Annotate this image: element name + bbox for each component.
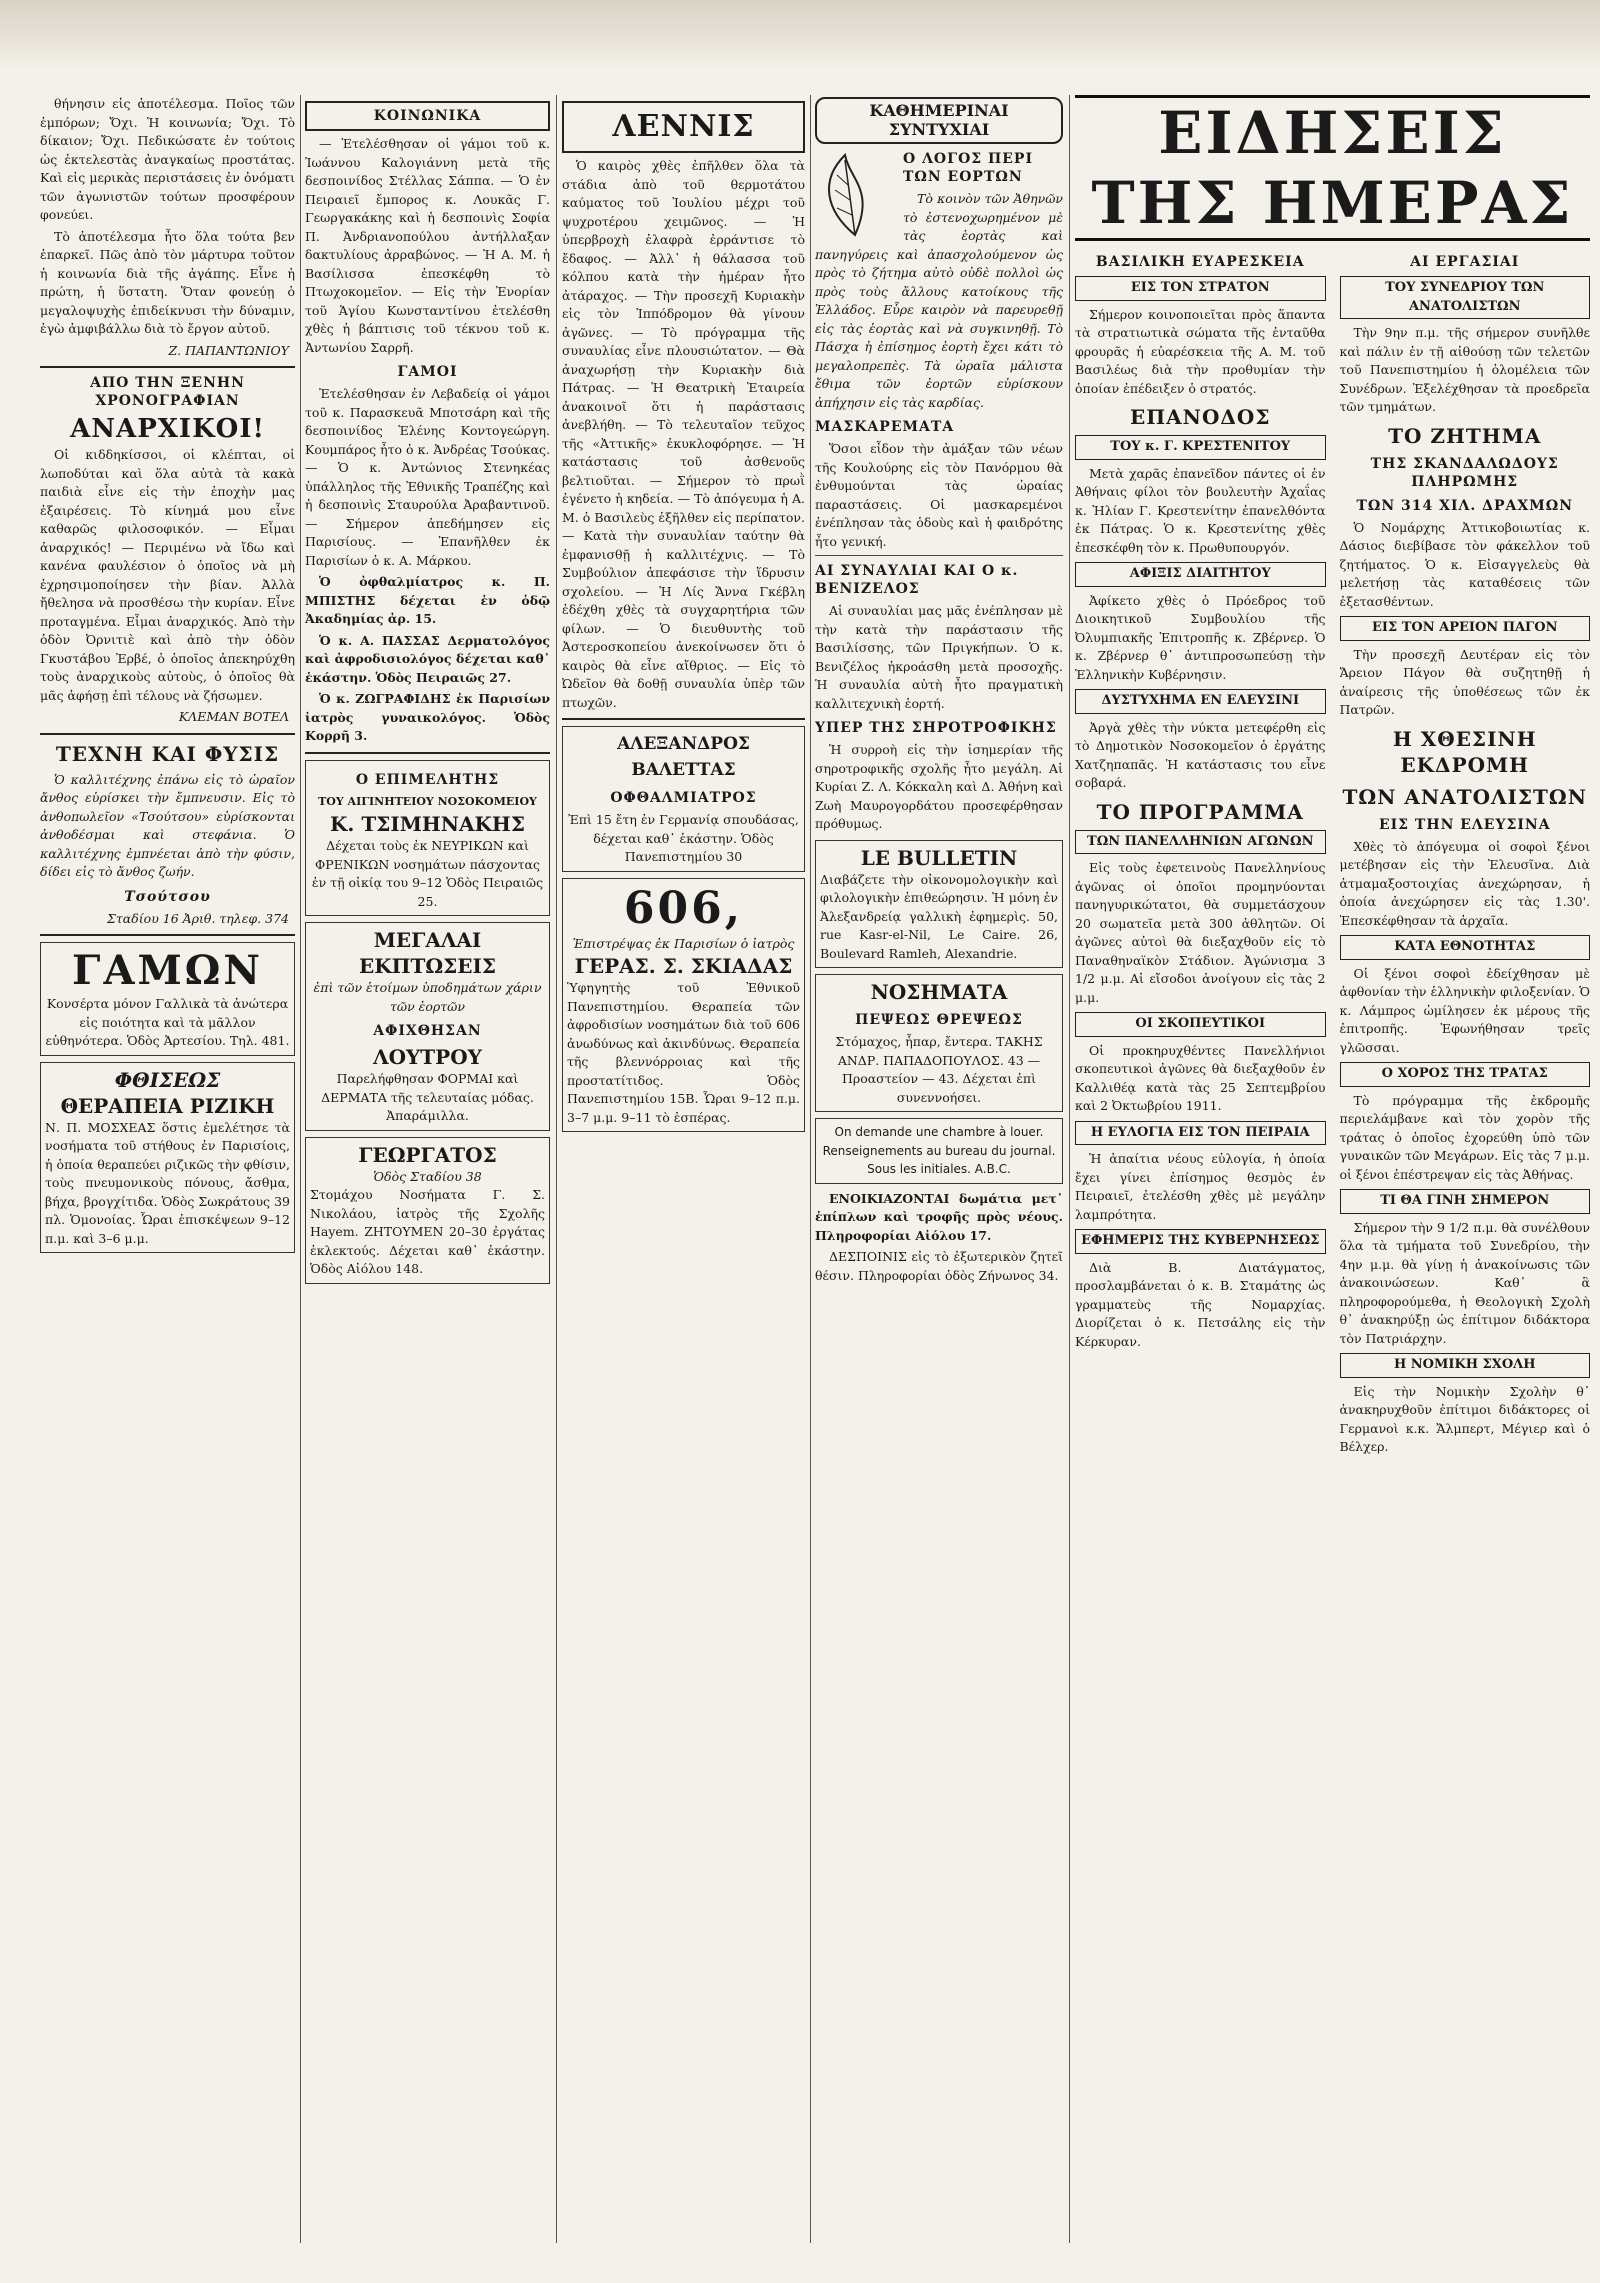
column-1: [40, 95, 295, 2243]
article-text: Τὸ πρόγραμμα τῆς ἐκδρομῆς περιελάμβανε καὶ τὸν χορὸν τῆς τράτας ὁ ὁποῖος ἐχορεύθη ὑπὸ τῶν γυναικῶν τῶν Μεγάρων. Εἰς τὰς 7 μ.μ. οἱ ξένοι ἐπέστρεψαν εἰς τὰς Ἀθήνας.: [1339, 1092, 1590, 1182]
ad-subtitle: ΘΕΡΑΠΕΙΑ ΡΙΖΙΚΗ: [60, 1093, 275, 1118]
section-heading: ΑΠΟ ΤΗΝ ΞΕΝΗΝ ΧΡΟΝΟΓΡΑΦΙΑΝ: [90, 375, 245, 409]
column-2: [305, 95, 550, 2243]
article-headline: ΚΑΤΑ ΕΘΝΟΤΗΤΑΣ: [1340, 935, 1591, 960]
ad-text: Ν. Π. ΜΟΣΧΕΑΣ ὅστις ἐμελέτησε τὰ νοσήματα τοῦ στήθους ἐν Παρισίοις, ἡ ὁποία θεραπεύει ριζικῶς τὴν φθίσιν, τοὺς πνευμονικοὺς πόνους, ἄσθμα, βήχα, βρογχίτιδα. Ὁδὸς Σωκράτους 39 πλ. Ὁμονοίας. Ὧραι ἐπισκέψεων 9–12 π.μ. καὶ 3–6 μ.μ.: [45, 1119, 290, 1246]
ad-text: Ὁ κ. ΖΩΓΡΑΦΙΔΗΣ ἐκ Παρισίων ἰατρὸς γυναικολόγος. Ὁδὸς Κορρῆ 3.: [305, 691, 550, 743]
column-rule: [810, 95, 811, 2243]
article-headline: Ο ΛΟΓΟΣ ΠΕΡΙ ΤΩΝ ΕΟΡΤΩΝ: [903, 151, 1034, 185]
shop-address: Σταδίου 16 Ἀριθ. τηλεφ. 374: [107, 910, 289, 926]
ad-title: ΝΟΣΗΜΑΤΑ: [870, 980, 1008, 1004]
ad-text: Ἐπιστρέψας ἐκ Παρισίων ὁ ἰατρὸς: [572, 935, 795, 951]
ad-text: On demande une chambre à louer. Renseignements au bureau du journal. Sous les initiales. A.B.C.: [822, 1125, 1056, 1176]
article-text: Τὸ κοινὸν τῶν Ἀθηνῶν τὸ ἐστενοχωρημένον μὲ τὰς ἑορτὰς καὶ πανηγύρεις καὶ ἀπασχολούμενον ὡς πρὸς τὸ ζήτημα αὐτὸ οὐδὲ πολλοὶ ὡς πρὸς τοὺς ἄλλους κατοίκους τῆς Ἑλλάδος. Εὗρε καιρὸν νὰ παρευρεθῇ εἰς τὰς ἑορτὰς καὶ νὰ συγκινηθῇ. Τὸ Πάσχα ἡ ἐπίσημος ἑορτὴ ἔχει κάτι τὸ μεγαλοπρεπὲς. Τὰ ὡραῖα μάλιστα ἔθιμα τῶν ἐορτῶν εὑρίσκουν ἀπήχησιν εἰς τὰς καρδίας.: [815, 191, 1063, 410]
article-text: Ὁ καλλιτέχνης ἐπάνω εἰς τὸ ὡραῖον ἄνθος εὑρίσκει τὴν ἔμπνευσιν. Εἰς τὸ ἀνθοπωλεῖον «Τσούτσου» εὑρίσκονται ἀνθοδέσμαι καὶ στεφάνια. Ὁ καλλιτέχνης ἐμπνέεται ἀπὸ τὴν φύσιν, δίδει εἰς τὸ ἄνθος ζωήν.: [40, 771, 295, 879]
news-masthead: ΕΙΔΗΣΕΙΣ ΤΗΣ ΗΜΕΡΑΣ: [1075, 95, 1590, 241]
news-subcolumns: [1075, 247, 1590, 1460]
advertisement: [815, 1118, 1063, 1184]
article-subheadline: ΕΙΣ ΤΟΝ ΣΤΡΑΤΟΝ: [1075, 276, 1326, 301]
column-4: [815, 95, 1063, 2243]
article-text: Οἱ κιδδηκίσσοι, οἱ κλέπται, οἱ λωποδύται καὶ ὅλα αὐτὰ τὰ κακὰ παιδιὰ εἶνε εἰς τὴν ἐποχὴν μας ἐξαιρέσεις. Τὸ κίνημά μου εἶνε καθαρῶς φιλοσοφικόν. — Εἶμαι ἀναρχικός! — Περιμένω νὰ ἴδω καὶ κανένα φαυλέσιον ὁ ὁποῖος νὰ μὴ ἐχρησιμοποίησεν τὴν βίαν. Ἀλλὰ ἤθελησα νὰ προσθέσω τὴν κυρίαν. Εἶνε προταγμένα. Εἶμαι ἀναρχικός. Ἀπὸ τὴν ὁδὸν Ὀρνιτιὲ καὶ ἀπὸ τὴν ὁδὸν Γκυστάβου Ἐρβέ, ὁ ὁποῖος ἀπεκηρύχθη τοὺς ἀναρχικοὺς αὐτοὺς, ὁ ὁποῖος θὰ μᾶς ἀφήσῃ ἐπὶ τέλους νὰ ζήσωμεν.: [40, 447, 295, 703]
article-text: Αἱ συναυλίαι μας μᾶς ἐνέπλησαν μὲ τὴν κατὰ τὴν παράστασιν τῆς Βασιλίσσης, τῶν Πριγκήπων. Ὁ κ. Βενιζέλος ἠκροάσθη μετὰ προσοχῆς. Ἡ συναυλία αὐτὴ ἦτο πραγματικὴ καλλιτεχνικὴ ἑορτή.: [815, 603, 1063, 711]
ad-subtitle: ΤΟΥ ΑΙΓΙΝΗΤΕΙΟΥ ΝΟΣΟΚΟΜΕΙΟΥ: [318, 794, 537, 808]
ad-subtitle: ΠΕΨΕΩΣ ΘΡΕΨΕΩΣ: [855, 1012, 1023, 1028]
ad-text: Διαβάζετε τὴν οἰκονομολογικὴν καὶ φιλολογικὴν ἐπιθεώρησιν. Ἡ μόνη ἐν Ἀλεξανδρείᾳ γαλλικὴ ἐφημερὶς. 50, rue Kasr-el-Nil, Le Caire. 26, Boulevard Ramleh, Alexandrie.: [820, 871, 1058, 961]
article-headline: ΑΦΙΞΙΣ ΔΙΑΙΤΗΤΟΥ: [1075, 562, 1326, 587]
article-headline: ΕΙΣ ΤΟΝ ΑΡΕΙΟΝ ΠΑΓΟΝ: [1340, 616, 1591, 641]
shop-name: Τσούτσου: [124, 888, 211, 905]
article-text: Ὁ Νομάρχης Ἀττικοβοιωτίας κ. Δάσιος διεβίβασε τὸν φάκελλον τοῦ ζητήματος. Ὁ κ. Εἰσαγγελεὺς θὰ μελετήσῃ τὰς καταθέσεις τῶν ἐξετασθέντων.: [1339, 519, 1590, 609]
article-subheadline: ΤΩΝ 314 ΧΙΛ. ΔΡΑΧΜΩΝ: [1356, 497, 1574, 514]
ad-name: Κ. ΤΣΙΜΗΝΑΚΗΣ: [330, 812, 525, 836]
article-text: Ὅσοι εἶδον τὴν ἀμάξαν τῶν νέων τῆς Κουλούρης εἰς τὸν Πανόρμου θὰ ἐνθυμούνται τὰς ὡραίας παραστάσεις. Οἱ μασκαρεμένοι ἐνέπλησαν τὰς ὁδοὺς καὶ ἡ φαιδρότης ἦτο γενική.: [815, 441, 1063, 549]
divider: [305, 752, 550, 754]
ad-title: Ο ΕΠΙΜΕΛΗΤΗΣ: [355, 771, 500, 788]
column-rule: [556, 95, 557, 2243]
article-headline: Η ΝΟΜΙΚΗ ΣΧΟΛΗ: [1340, 1353, 1591, 1378]
advertisement: [562, 878, 805, 1133]
article-text: Οἱ προκηρυχθέντες Πανελλήνιοι σκοπευτικοὶ ἀγῶνες θὰ διεξαχθοῦν ἐν Καλλιθέᾳ κατὰ τὰς 25 Σεπτεμβρίου καὶ 2 Ὀκτωβρίου 1911.: [1075, 1042, 1326, 1113]
divider: [815, 555, 1063, 556]
article-text: — Ἐτελέσθησαν οἱ γάμοι τοῦ κ. Ἰωάννου Καλογιάννη μετὰ τῆς δεσποινίδος Στέλλας Σάππα. — Ὁ ἐν Πειραιεῖ ἔμπορος κ. Λουκᾶς Γ. Γεωργακάκης καὶ ἡ δεσποινὶς Σοφία Π. Ἀνδριανοπούλου ἀντήλλαξαν δακτυλίους ἀρραβώνος. — Ἡ Α. Μ. ἡ Βασίλισσα ἐπεσκέφθη τὸ Πτωχοκομεῖον. — Εἰς τὴν Ἐνορίαν τοῦ Ἁγίου Κωνσταντίνου ἐτελέσθη χθὲς ἡ βάπτισις τοῦ τέκνου τοῦ κ. Ἀντωνίου Σαρρῆ.: [305, 136, 550, 355]
ad-text: Παρελήφθησαν ΦΟΡΜΑΙ καὶ ΔΕΡΜΑΤΑ τῆς τελευταίας μόδας. Ἀπαράμιλλα.: [321, 1071, 534, 1123]
ad-text: Ὑφηγητὴς τοῦ Ἐθνικοῦ Πανεπιστημίου. Θεραπεία τῶν ἀφροδισίων νοσημάτων διὰ τοῦ 606 ἀνωδύνως καὶ ἀκινδύνως. Θεραπεία τῆς βλεννόρροιας καὶ τῆς προστατίτιδος. Ὁδὸς Πανεπιστημίου 15Β. Ὧραι 9–12 π.μ. 3–7 μ.μ. 9–11 τὸ ἑσπέρας.: [567, 980, 800, 1125]
article-text: θήνησιν εἰς ἀποτέλεσμα. Ποῖος τῶν ἐμπόρων; Ὄχι. Ἡ κοινωνία; Ὄχι. Τὸ δίκαιον; Ὄχι. Πεδικώσατε ἐν τούτοις ὡς ἐκτελεστὰς ἀναγκαίως προστάτας. Καὶ εἰς μερικὰς περιστάσεις ἐν ὀνόματι τῶν ἀγωνιστῶν τούτων προσφέρουν φονεύει.: [40, 96, 295, 222]
article-headline: ΑΝΑΡΧΙΚΟΙ!: [70, 414, 265, 444]
article-headline: ΒΑΣΙΛΙΚΗ ΕΥΑΡΕΣΚΕΙΑ: [1095, 254, 1305, 270]
article-headline: ΔΥΣΤΥΧΗΜΑ ΕΝ ΕΛΕΥΣΙΝΙ: [1075, 689, 1326, 714]
article-text: Τὴν προσεχῆ Δευτέραν εἰς τὸν Ἄρειον Πάγον θὰ συζητηθῇ ἡ ἀναίρεσις τῆς ὑποθέσεως τῶν ἐκ Πατρῶν.: [1339, 646, 1590, 717]
article-headline: Η ΧΘΕΣΙΝΗ ΕΚΔΡΟΜΗ: [1392, 726, 1537, 777]
article-headline: ΕΠΑΝΟΔΟΣ: [1130, 405, 1271, 429]
ad-title: 606,: [623, 882, 744, 934]
advertisement: [815, 974, 1063, 1112]
article-subheadline: ΤΩΝ ΠΑΝΕΛΛΗΝΙΩΝ ΑΓΩΝΩΝ: [1075, 830, 1326, 855]
article-text: Εἰς τοὺς ἐφετεινοὺς Πανελληνίους ἀγῶνας οἱ ὁποῖοι προμηνύονται πανηγυρικώτατοι, θὰ συμμετάσχουν 20 σωματεῖα μετὰ 300 ἀθλητῶν. Οἱ ἀγῶνες αὐτοὶ θὰ διεξαχθοῦν εἰς τὸ Παναθηναϊκὸν Στάδιον. Ἀγώνισμα 3 1/2 μ.μ. Αἱ εἴσοδοι ἀνοίγουν εἰς τὰς 2 μ.μ.: [1075, 860, 1326, 1005]
ad-text: Δέχεται τοὺς ἐκ ΝΕΥΡΙΚΩΝ καὶ ΦΡΕΝΙΚΩΝ νοσημάτων πάσχοντας ἐν τῇ οἰκίᾳ του 9–12 Ὁδὸς Πειραιῶς 25.: [311, 838, 544, 909]
section-heading: ΛΕΝΝΙΣ: [562, 101, 805, 153]
classified: ΕΝΟΙΚΙΑΖΟΝΤΑΙ δωμάτια μετ᾿ ἐπίπλων καὶ τροφῆς πρὸς νέους. Πληροφορίαι Αἰόλου 17.: [815, 1190, 1063, 1243]
article-text: Ἀφίκετο χθὲς ὁ Πρόεδρος τοῦ Διοικητικοῦ Συμβουλίου τῆς Ὀλυμπιακῆς Ἐπιτροπῆς κ. Ζβέρνερ. Ὁ κ. Ζβέρνερ θ᾿ ἀντιπροσωπεύσῃ τὴν Ἑλληνικὴν Κυβέρνησιν.: [1075, 592, 1326, 682]
ad-text: Ἐπὶ 15 ἔτη ἐν Γερμανίᾳ σπουδάσας, δέχεται καθ᾿ ἑκάστην. Ὁδὸς Πανεπιστημίου 30: [568, 812, 799, 864]
article-text: Ἡ ἀπαίτια νέους εὐλογία, ἡ ὁποία ἔχει γίνει ἐπίσημος θεσμὸς ἐν Πειραιεῖ, ἐτελέσθη χθὲς μὲ μεγάλην λαμπρότητα.: [1075, 1151, 1326, 1222]
divider: [40, 733, 295, 735]
news-left: [1075, 247, 1326, 1460]
article-subheadline: ΕΙΣ ΤΗΝ ΕΛΕΥΣΙΝΑ: [1378, 816, 1551, 833]
article-text: Ὁ καιρὸς χθὲς ἐπῆλθεν ὅλα τὰ στάδια ἀπὸ τοῦ θερμοτάτου καύματος τοῦ Ἰουλίου μέχρι τοῦ ψυχροτέρου χειμῶνος. — Ἡ ὑπερβροχὴ ἐλαφρὰ ἐρράντισε τὸ ἔδαφος. — Ἀλλ᾿ ἡ θάλασσα τοῦ κόλπου κατὰ τὴν ἡμέραν ἦτο ἀτάραχος. — Τὴν προσεχῆ Κυριακὴν εἰς τὸν Ἱππόδρομον θὰ γίνουν ἀγῶνες. — Τὸ πρόγραμμα τῆς συναυλίας εἶνε πλουσιώτατον. — Θὰ ἀναχωρήσῃ τὴν Κυριακὴν διὰ Πάτρας. — Ἡ Θεατρικὴ Ἑταιρεία ἀνακοινοῖ ὅτι ἡ παράστασις ἀνεβλήθη. — Τὸ τελευταῖον τεῦχος τῆς «Ἀττικῆς» ἐκυκλοφόρησε. — Ἡ κατάστασις τοῦ ἀσθενοῦς βελτιοῦται. — Σήμερον τὸ πρωῒ ἐγένετο ἡ κηδεία. — Τὸ ἀπόγευμα ἡ Α. Μ. ὁ Βασιλεὺς ἐξῆλθεν εἰς περίπατον. — Κατὰ τὴν συναυλίαν ταύτην θὰ ἐμφανισθῇ ἡ καλλιτέχνις. — Τὸ Συμβούλιον ἀπεφάσισε τὴν ἵδρυσιν σχολείου. — Ἡ Λίς Ἄννα Γκέβλη ἐδέχθη χθὲς τὰ συγχαρητήρια τῶν φίλων. — Ὁ διευθυντὴς τοῦ Ἀστεροσκοπείου ἀνεκοίνωσεν ὅτι ὁ καιρὸς θὰ εἶνε αἴθριος. — Εἰς τὸ Ὠδεῖον θὰ δοθῇ συναυλία ὑπὲρ τῶν πτωχῶν.: [562, 158, 805, 710]
article-headline: ΕΦΗΜΕΡΙΣ ΤΗΣ ΚΥΒΕΡΝΗΣΕΩΣ: [1075, 1229, 1326, 1254]
ad-heading: ΑΦΙΧΘΗΣΑΝ: [373, 1023, 482, 1039]
advertisement: [305, 922, 550, 1131]
divider: [40, 366, 295, 368]
ad-title: LE BULLETIN: [860, 845, 1018, 870]
article-text: Οἱ ξένοι σοφοὶ ἐδείχθησαν μὲ ἀφθονίαν τὴν ἑλληνικὴν φιλοξενίαν. Ὁ κ. Λάμπρος ὡμίλησεν ἐκ μέρους τῆς ἐπιτροπῆς. Ἐφωνήθησαν τρεῖς γλῶσσαι.: [1339, 965, 1590, 1055]
advertisement: [562, 726, 805, 872]
ad-text: Στομάχου Νοσήματα Γ. Σ. Νικολάου, ἰατρὸς τῆς Σχολῆς Hayem. ΖΗΤΟΥΜΕΝ 20–30 ἐργάτας ἐκλεκτούς. Δέχεται καθ᾿ ἑκάστην. Ὁδὸς Αἰόλου 148.: [310, 1187, 545, 1276]
article-headline: ΥΠΕΡ ΤΗΣ ΣΗΡΟΤΡΟΦΙΚΗΣ: [815, 720, 1057, 736]
article-text: Μετὰ χαρᾶς ἐπανεῖδον πάντες οἱ ἐν Ἀθήναις φίλοι τὸν βουλευτὴν Ἀχαΐας κ. Ἠλίαν Γ. Κρεστενίτην ἐπανελθόντα ἐκ Πάτρας. Ὁ κ. Κρεστενίτης χθὲς ἐπεσκέφθη τὸν κ. Πρωθυπουργόν.: [1075, 465, 1326, 555]
ad-text: Στόμαχος, ἧπαρ, ἔντερα. ΤΑΚΗΣ ΑΝΔΡ. ΠΑΠΑΔΟΠΟΥΛΟΣ. 43 — Προαστείον — 43. Δέχεται ἐπὶ συνεννοήσει.: [835, 1034, 1043, 1105]
article-subheadline: ΤΩΝ ΑΝΑΤΟΛΙΣΤΩΝ: [1342, 784, 1588, 809]
ad-title: ΓΑΜΩΝ: [72, 947, 263, 994]
article-headline: ΤΙ ΘΑ ΓΙΝΗ ΣΗΜΕΡΟΝ: [1340, 1189, 1591, 1214]
article-text: Χθὲς τὸ ἀπόγευμα οἱ σοφοὶ ξένοι μετέβησαν εἰς τὴν Ἐλευσῖνα. Διὰ ἀτμαμαξοστοιχίας ἀνεχώρησαν, ἡ ὁποία ἀνεχώρησεν εἰς τὰς 1.30'. Ἐπεσκέφθησαν τὰ ἀρχαῖα.: [1339, 838, 1590, 928]
advertisement: [40, 942, 295, 1056]
ad-text: Κονσέρτα μόνον Γαλλικὰ τὰ ἀνώτερα εἰς ποιότητα καὶ τὰ μᾶλλον εὐθηνότερα. Ὁδὸς Ἀρτεσίου. Τηλ. 481.: [45, 996, 290, 1048]
column-rule: [1069, 95, 1070, 2243]
leaf-illustration-icon: [815, 150, 895, 240]
section-heading: ΚΟΙΝΩΝΙΚΑ: [305, 101, 550, 131]
article-text: Σήμερον κοινοποιεῖται πρὸς ἅπαντα τὰ στρατιωτικὰ σώματα τῆς ἐνταῦθα φρουρᾶς ἡ εὐαρέσκεια τῆς Α. Μ. τοῦ Βασιλέως διὰ τὴν προθυμίαν τὴν ὁποίαν ἐπέδειξεν ὁ στρατός.: [1075, 306, 1326, 396]
article-text: Ἡ συρροὴ εἰς τὴν ἰσημερίαν τῆς σηροτροφικῆς σχολῆς ἦτο μεγάλη. Αἱ Κυρίαι Ζ. Λ. Κόκκαλη καὶ Δ. Ἀθήνη καὶ Ζωὴ Μαυρογορδάτου προσεφέρθησαν πρόθυμως.: [815, 742, 1063, 831]
article-subheadline: ΤΗΣ ΣΚΑΝΔΑΛΩΔΟΥΣ ΠΛΗΡΩΜΗΣ: [1370, 455, 1559, 490]
article-headline: ΤΟ ΠΡΟΓΡΑΜΜΑ: [1096, 799, 1304, 824]
ad-title: ΦΘΙΣΕΩΣ: [114, 1067, 221, 1092]
column-5: [1075, 95, 1590, 2243]
article-headline: ΟΙ ΣΚΟΠΕΥΤΙΚΟΙ: [1075, 1012, 1326, 1037]
advertisement: [815, 840, 1063, 969]
article-text: Διὰ Β. Διατάγματος, προσλαμβάνεται ὁ κ. Β. Σταμάτης ὡς γραμματεὺς τῆς Νομαρχίας. Διορίζεται ὁ κ. Πετσάλης εἰς τὴν Κέρκυραν.: [1075, 1259, 1326, 1349]
divider: [562, 718, 805, 720]
column-rule: [300, 95, 301, 2243]
ad-subtitle: ΟΦΘΑΛΜΙΑΤΡΟΣ: [610, 790, 757, 806]
article-headline: ΤΟ ΖΗΤΗΜΑ: [1388, 423, 1542, 448]
ad-name: ΑΛΕΞΑΝΔΡΟΣ ΒΑΛΕΤΤΑΣ: [617, 734, 750, 780]
section-heading: ΓΑΜΟΙ: [397, 364, 458, 380]
article-headline: ΑΙ ΕΡΓΑΣΙΑΙ: [1410, 254, 1520, 270]
article-headline: ΜΑΣΚΑΡΕΜΑΤΑ: [815, 419, 955, 435]
ad-name: ΛΟΥΤΡΟΥ: [373, 1045, 482, 1069]
section-heading: ΚΑΘΗΜΕΡΙΝΑΙ ΣΥΝΤΥΧΙΑΙ: [815, 97, 1063, 144]
author-signature: ΚΛΕΜΑΝ ΒΟΤΕΛ: [178, 709, 289, 724]
article-headline: ΤΕΧΝΗ ΚΑΙ ΦΥΣΙΣ: [55, 741, 280, 766]
ad-title: ΜΕΓΑΛΑΙ ΕΚΠΤΩΣΕΙΣ: [358, 928, 497, 978]
article-text: Ἀργὰ χθὲς τὴν νύκτα μετεφέρθη εἰς τὸ Δημοτικὸν Νοσοκομεῖον ὁ ἐργάτης Χατζηπαπᾶς. Ἡ κατάστασις του εἶνε σοβαρά.: [1075, 719, 1326, 790]
article-subheadline: ΤΟΥ ΣΥΝΕΔΡΙΟΥ ΤΩΝ ΑΝΑΤΟΛΙΣΤΩΝ: [1340, 276, 1591, 319]
advertisement: [40, 1062, 295, 1254]
ad-name: ΓΕΡΑΣ. Σ. ΣΚΙΑΔΑΣ: [574, 954, 793, 978]
ad-text: Ὁ κ. Α. ΠΑΣΣΑΣ Δερματολόγος καὶ ἀφροδισιολόγος δέχεται καθ᾿ ἑκάστην. Ὁδὸς Πειραιῶς 27.: [305, 632, 550, 685]
article-text: Σήμερον τὴν 9 1/2 π.μ. θὰ συνέλθουν ὅλα τὰ τμήματα τοῦ Συνεδρίου, τὴν 4ην μ.μ. θὰ γίνῃ ἡ ἀνακοίνωσις τῶν ἀνακοινώσεων. Καθ᾿ ἃ πληροφορούμεθα, ἡ Θεολογικὴ Σχολὴ θ᾿ ἀνακηρύξῃ ὡς ἐπίτιμον διδάκτορα τὸν Πατριάρχην.: [1339, 1219, 1590, 1346]
author-signature: Ζ. ΠΑΠΑΝΤΩΝΙΟΥ: [168, 342, 289, 358]
article-text: Τὸ ἀποτέλεσμα ἦτο ὅλα τούτα βεν ἐπαρκεῖ. Πῶς ἀπὸ τὸν μάρτυρα τοῦτον ἡ κοινωνία διὰ τῆς ἀγάπης. Εἶνε ἡ πρώτη, ἡ ὕστατη. Ὅταν φονεύῃ ὁ μεγαλοψυχὴς ἐπιδείκνυσι τὴν δύναμιν, ἐγὼ ἀμφιβάλλω διὰ τὸ ἔργον αὐτοῦ.: [40, 228, 295, 336]
ad-subtitle: ἐπὶ τῶν ἑτοίμων ὑποδημάτων χάριν τῶν ἑορτῶν: [313, 980, 542, 1014]
divider: [40, 934, 295, 936]
article-text: Εἰς τὴν Νομικὴν Σχολὴν θ᾿ ἀνακηρυχθοῦν ἐπίτιμοι διδάκτορες οἱ Γερμανοὶ κ.κ. Ἄλμπερτ, Μέγιερ καὶ ὁ Βέλχερ.: [1339, 1383, 1590, 1454]
article-text: Ἐτελέσθησαν ἐν Λεβαδείᾳ οἱ γάμοι τοῦ κ. Παρασκευᾶ Μποτσάρη καὶ τῆς δεσποινίδος Ἑλένης Κοντογεώργη. Κουμπάρος ἦτο ὁ κ. Ἀνδρέας Τσούκας. — Ὁ κ. Ἀντώνιος Στενηκέας ὑπάλληλος τῆς Ἐθνικῆς Τραπέζης καὶ ἡ δεσποινὶς Σταυρούλα Ἀραβαντινοῦ. — Σήμερον ἀπεδήμησεν εἰς Παρισίους. — Ἐπανῆλθεν ἐκ Παρισίων ὁ κ. Α. Μάρκου.: [305, 386, 550, 568]
ad-title: ΓΕΩΡΓΑΤΟΣ: [358, 1142, 497, 1167]
ad-address: Ὁδὸς Σταδίου 38: [373, 1168, 482, 1184]
classified: ΔΕΣΠΟΙΝΙΣ εἰς τὸ ἐξωτερικὸν ζητεῖ θέσιν. Πληροφορίαι ὁδὸς Ζήνωνος 34.: [815, 1249, 1063, 1283]
article-text: Τὴν 9ην π.μ. τῆς σήμερον συνῆλθε καὶ πάλιν ἐν τῇ αἰθούσῃ τῶν τελετῶν τοῦ Πανεπιστημίου ἡ ὁλομέλεια τῶν Συνέδρων. Ἐξελέχθησαν τὰ προεδρεῖα τῶν τμημάτων.: [1339, 325, 1590, 414]
article-headline: ΑΙ ΣΥΝΑΥΛΙΑΙ ΚΑΙ Ο κ. ΒΕΝΙΖΕΛΟΣ: [815, 563, 1019, 597]
article-headline: Ο ΧΟΡΟΣ ΤΗΣ ΤΡΑΤΑΣ: [1340, 1062, 1591, 1087]
column-3: [562, 95, 805, 2243]
ad-text: Ὁ ὀφθαλμίατρος κ. Π. ΜΠΙΣΤΗΣ δέχεται ἐν ὁδῷ Ἀκαδημίας ἀρ. 15.: [305, 574, 550, 626]
article-headline: Η ΕΥΛΟΓΙΑ ΕΙΣ ΤΟΝ ΠΕΙΡΑΙΑ: [1075, 1121, 1326, 1146]
news-right: [1340, 247, 1591, 1460]
advertisement: [305, 1137, 550, 1284]
advertisement: [305, 760, 550, 917]
article-subheadline: ΤΟΥ κ. Γ. ΚΡΕΣΤΕΝΙΤΟΥ: [1075, 435, 1326, 460]
